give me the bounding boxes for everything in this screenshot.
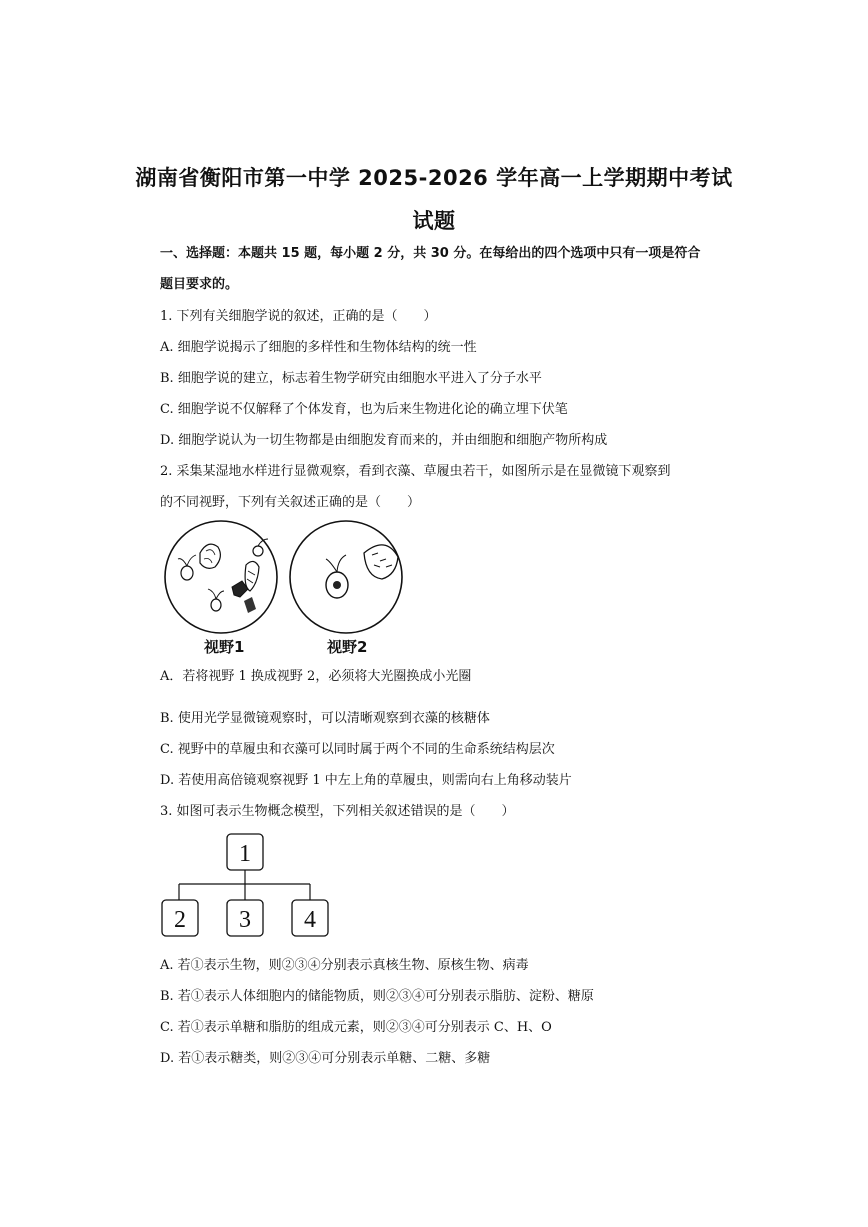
question-1-option-b: B. 细胞学说的建立，标志着生物学研究由细胞水平进入了分子水平 [160, 371, 542, 386]
concept-box-1-label: 1 [239, 841, 251, 867]
question-2-option-d: D. 若使用高倍镜观察视野 1 中左上角的草履虫，则需向右上角移动装片 [160, 773, 572, 788]
field-label-1: 视野1 [204, 638, 245, 656]
question-3-option-c: C. 若①表示单糖和脂肪的组成元素，则②③④可分别表示 C、H、O [160, 1020, 552, 1035]
question-3-option-d: D. 若①表示糖类，则②③④可分别表示单糖、二糖、多糖 [160, 1051, 491, 1066]
question-2-stem: 2. 采集某湿地水样进行显微观察，看到衣藻、草履虫若干，如图所示是在显微镜下观察到 [160, 464, 671, 479]
concept-model-diagram [160, 832, 332, 940]
field-label-2: 视野2 [327, 638, 368, 656]
field-of-view-1 [165, 521, 277, 633]
concept-box-3-label: 3 [239, 907, 251, 933]
question-2-option-c: C. 视野中的草履虫和衣藻可以同时属于两个不同的生命系统结构层次 [160, 742, 555, 757]
question-2-stem-line2: 的不同视野，下列有关叙述正确的是（ ） [160, 495, 421, 510]
question-1-stem: 1. 下列有关细胞学说的叙述，正确的是（ ） [160, 309, 437, 324]
question-1-option-a: A. 细胞学说揭示了细胞的多样性和生物体结构的统一性 [160, 340, 477, 355]
question-3-option-a: A. 若①表示生物，则②③④分别表示真核生物、原核生物、病毒 [160, 958, 529, 973]
exam-title-line2: 试题 [412, 209, 456, 233]
concept-box-2-label: 2 [174, 907, 186, 933]
question-1-option-c: C. 细胞学说不仅解释了个体发育，也为后来生物进化论的确立埋下伏笔 [160, 402, 568, 417]
exam-title: 湖南省衡阳市第一中学 2025-2026 学年高一上学期期中考试 [135, 166, 733, 190]
concept-box-4-label: 4 [304, 907, 316, 933]
microscope-fields-figure [160, 517, 415, 637]
section-instructions: 一、选择题：本题共 15 题，每小题 2 分，共 30 分。在每给出的四个选项中只有一项是符合 [160, 246, 701, 261]
field-of-view-2 [290, 521, 402, 633]
section-instructions-line2: 题目要求的。 [160, 277, 239, 292]
question-3-stem: 3. 如图可表示生物概念模型，下列相关叙述错误的是（ ） [160, 804, 515, 819]
question-3-option-b: B. 若①表示人体细胞内的储能物质，则②③④可分别表示脂肪、淀粉、糖原 [160, 989, 594, 1004]
question-1-option-d: D. 细胞学说认为一切生物都是由细胞发育而来的，并由细胞和细胞产物所构成 [160, 433, 608, 448]
question-2-option-b: B. 使用光学显微镜观察时，可以清晰观察到衣藻的核糖体 [160, 711, 490, 726]
question-2-option-a: A．若将视野 1 换成视野 2，必须将大光圈换成小光圈 [160, 669, 472, 684]
